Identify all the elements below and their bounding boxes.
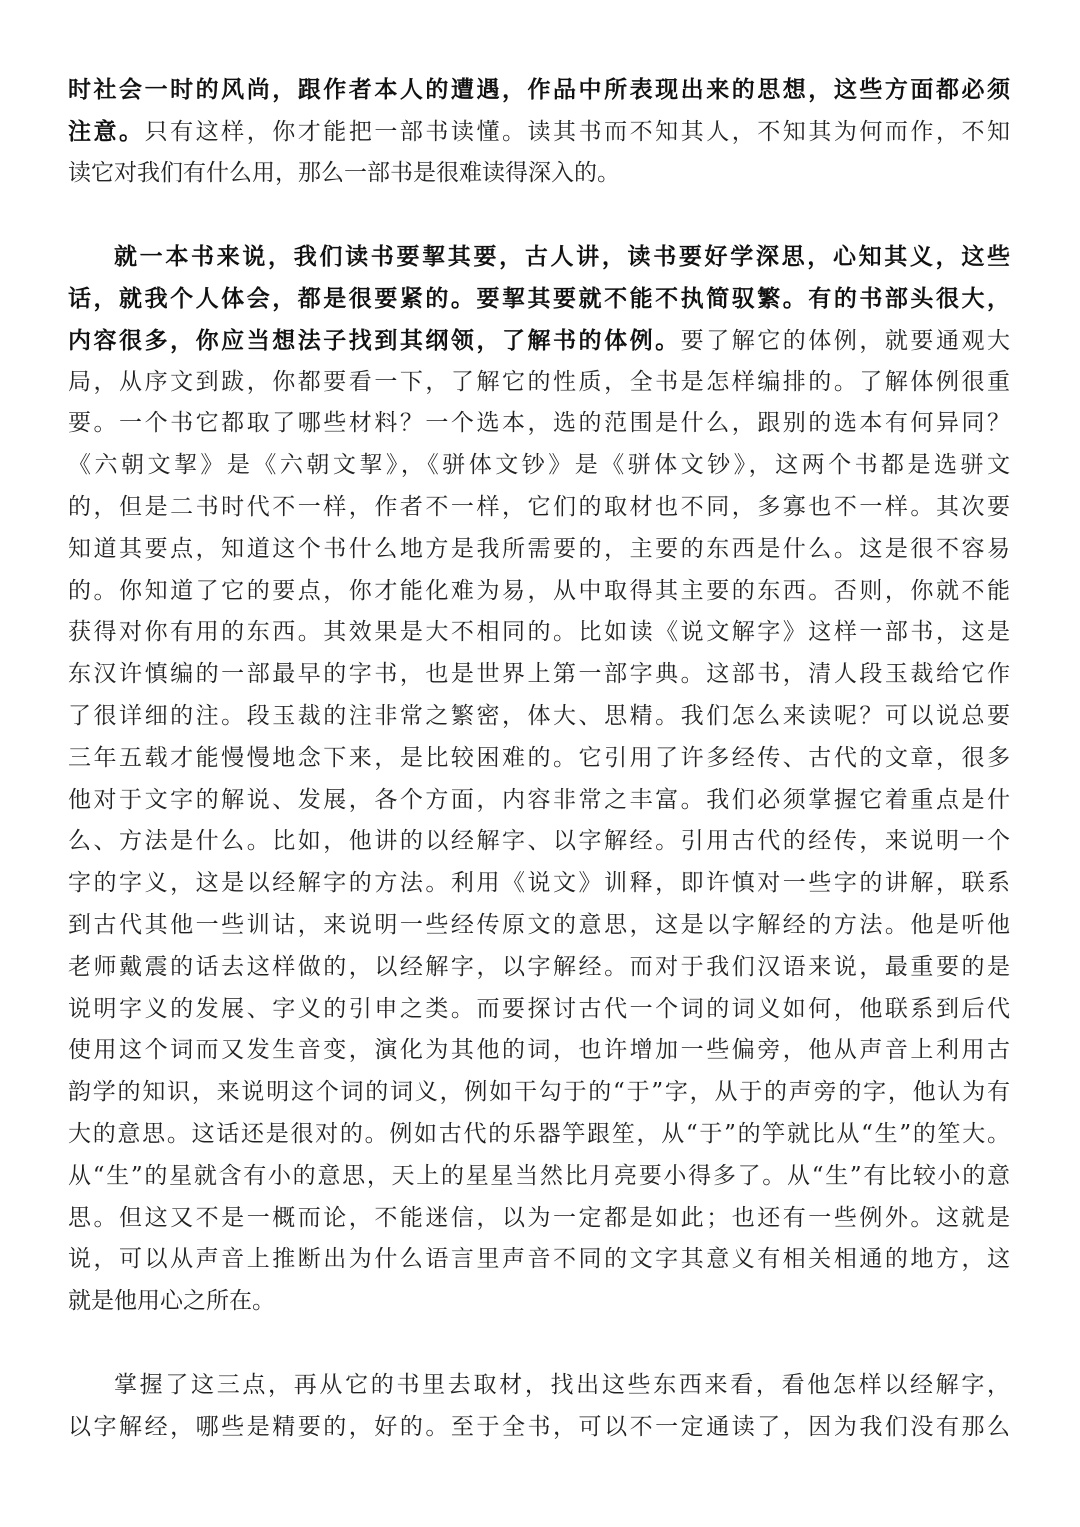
body-text: 局，从序文到跋，你都要看一下，了解它的性质，全书是怎样编排的。了解体例很重 [68,368,1010,395]
body-text: 说明字义的发展、字义的引申之类。而要探讨古代一个词的词义如何，他联系到后代 [68,995,1010,1022]
text-line [68,696,1010,738]
text-line [68,278,1010,320]
text-line [68,989,1010,1031]
body-text: 到古代其他一些训诂，来说明一些经传原文的意思，这是以字解经的方法。他是听他 [68,911,1010,938]
text-line [68,236,1010,278]
text-line [68,1407,1010,1449]
body-text: 就是他用心之所在。 [68,1288,275,1315]
text-line [68,654,1010,696]
text-line [68,487,1010,529]
body-text: 从“生”的星就含有小的意思，天上的星星当然比月亮要小得多了。从“生”有比较小的意 [68,1162,1010,1189]
bold-text: 内容很多，你应当想法子找到其纲领，了解书的体例。 [68,326,681,354]
text-line [68,1072,1010,1114]
body-text: 字的字义，这是以经解字的方法。利用《说文》训释，即许慎对一些字的讲解，联系 [68,870,1010,897]
body-text: 东汉许慎编的一部最早的字书，也是世界上第一部字典。这部书，清人段玉裁给它作 [68,661,1010,688]
text-line [68,738,1010,780]
text-line [68,111,1010,153]
body-text: 老师戴震的话去这样做的，以经解字，以字解经。而对于我们汉语来说，最重要的是 [68,953,1010,980]
text-line [68,612,1010,654]
body-text: 要。一个书它都取了哪些材料？一个选本，选的范围是什么，跟别的选本有何异同？ [68,410,1010,437]
body-text: 三年五载才能慢慢地念下来，是比较困难的。它引用了许多经传、古代的文章，很多 [68,744,1010,771]
body-text: 只有这样，你才能把一部书读懂。读其书而不知其人，不知其为何而作，不知 [144,118,1011,145]
text-line [68,1156,1010,1198]
text-line [68,1030,1010,1072]
body-text: 读它对我们有什么用，那么一部书是很难读得深入的。 [68,159,620,186]
body-text: 的，但是二书时代不一样，作者不一样，它们的取材也不同，多寡也不一样。其次要 [68,493,1010,520]
text-line [68,529,1010,571]
bold-text: 时社会一时的风尚，跟作者本人的遭遇，作品中所表现出来的思想，这些方面都必须 [68,76,1010,103]
body-text: 他对于文字的解说、发展，各个方面，内容非常之丰富。我们必须掌握它着重点是什 [68,786,1010,813]
paragraph [68,236,1010,1323]
text-line [68,863,1010,905]
text-line [68,320,1010,362]
paragraph [68,69,1010,194]
bold-text: 注意。 [68,117,145,145]
body-text: 了很详细的注。段玉裁的注非常之繁密，体大、思精。我们怎么来读呢？可以说总要 [68,702,1010,729]
text-line [68,1239,1010,1281]
body-text: 要了解它的体例，就要通观大 [680,327,1011,354]
body-text: 么、方法是什么。比如，他讲的以经解字、以字解经。引用古代的经传，来说明一个 [68,828,1010,855]
text-line [68,571,1010,613]
body-text: 获得对你有用的东西。其效果是大不相同的。比如读《说文解字》这样一部书，这是 [68,619,1010,646]
text-line [68,69,1010,111]
body-text: 使用这个词而又发生音变，演化为其他的词，也许增加一些偏旁，他从声音上利用古 [68,1037,1010,1064]
body-text: 大的意思。这话还是很对的。例如古代的乐器竽跟笙，从“于”的竽就比从“生”的笙大。 [68,1120,1010,1147]
bold-text: 就一本书来说，我们读书要挈其要，古人讲，读书要好学深思，心知其义，这些 [114,243,1010,271]
text-line [68,1198,1010,1240]
body-text: 韵学的知识，来说明这个词的词义，例如干勾于的“于”字，从于的声旁的字，他认为有 [68,1079,1010,1106]
body-text: 的。你知道了它的要点，你才能化难为易，从中取得其主要的东西。否则，你就不能 [68,577,1010,604]
text-line [68,1365,1010,1407]
text-line [68,905,1010,947]
body-text: 思。但这又不是一概而论，不能迷信，以为一定都是如此；也还有一些例外。这就是 [68,1204,1010,1231]
text-line [68,403,1010,445]
body-text: 掌握了这三点，再从它的书里去取材，找出这些东西来看，看他怎样以经解字， [114,1371,1010,1398]
body-text: 知道其要点，知道这个书什么地方是我所需要的，主要的东西是什么。这是很不容易 [68,535,1010,562]
text-line [68,1114,1010,1156]
text-line [68,947,1010,989]
text-line [68,780,1010,822]
text-line [68,445,1010,487]
text-line [68,821,1010,863]
text-line [68,1281,1010,1323]
text-line [68,362,1010,404]
text-line [68,153,1010,195]
body-text: 说，可以从声音上推断出为什么语言里声音不同的文字其意义有相关相通的地方，这 [68,1246,1010,1273]
bold-text: 话，就我个人体会，都是很要紧的。要挈其要就不能不执简驭繁。有的书部头很大， [68,284,1010,312]
paragraph [68,1365,1010,1449]
body-text: 以字解经，哪些是精要的，好的。至于全书，可以不一定通读了，因为我们没有那么 [68,1413,1010,1440]
body-text: 《六朝文挈》是《六朝文挈》，《骈体文钞》是《骈体文钞》，这两个书都是选骈文 [68,452,1010,479]
document-body [68,69,1010,1490]
